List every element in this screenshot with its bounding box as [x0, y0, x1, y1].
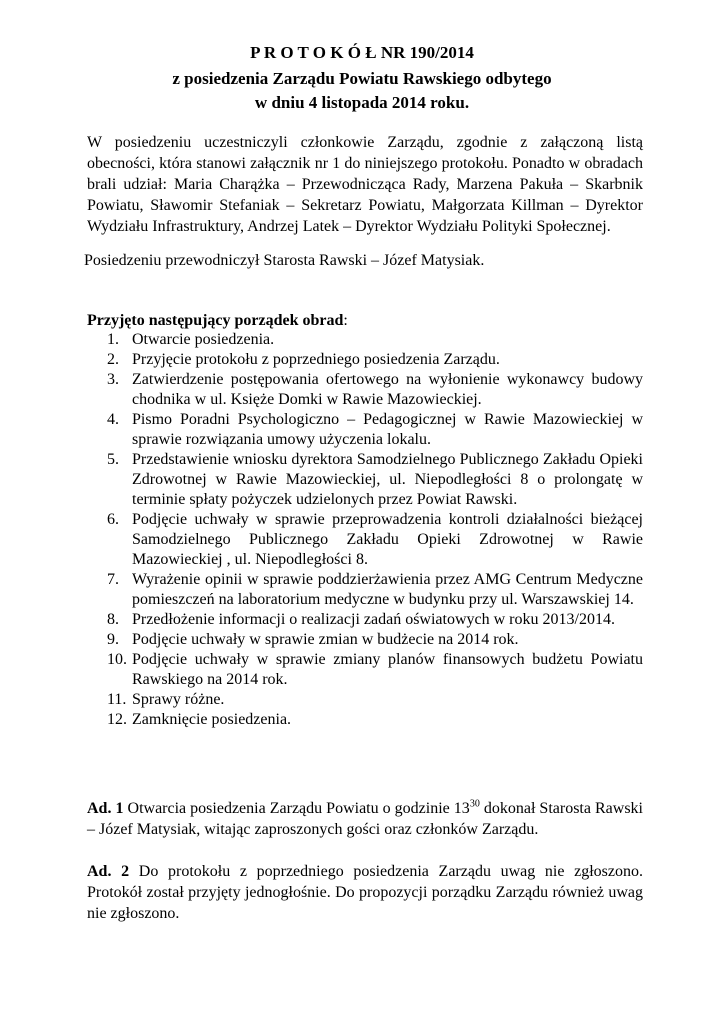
list-item	[87, 570, 643, 610]
ad-2-paragraph	[87, 861, 643, 924]
document-subtitle: z posiedzenia Zarządu Powiatu Rawskiego odbytego	[172, 69, 552, 88]
intro-paragraph: W posiedzeniu uczestniczyli członkowie Zarządu, zgodnie z załączoną listą obecności, która stanowi załącznik nr 1 do niniejszego protokołu. Ponadto w obradach brali udział: Maria Charążka – Przewodnicząca Rady, Marzena Pakuła – Skarbnik Powiatu, Sławomir Stefaniak – Sekretarz Powiatu, Małgorzata Killman – Dyrektor Wydziału Infrastruktury, Andrzej Latek – Dyrektor Wydziału Polityki Społecznej.	[87, 134, 643, 235]
list-item-text: Wyrażenie opinii w sprawie poddzierżawienia przez AMG Centrum Medyczne pomieszczeń na laboratorium medyczne w budynku przy ul. Warszawskiej 14.	[132, 571, 643, 608]
list-item-text: Pismo Poradni Psychologiczno – Pedagogicznej w Rawie Mazowieckiej w sprawie rozwiązania umowy użyczenia lokalu.	[132, 411, 643, 448]
list-item	[87, 650, 643, 690]
list-item-number: 1.	[107, 331, 119, 348]
list-item-text: Przedstawienie wniosku dyrektora Samodzielnego Publicznego Zakładu Opieki Zdrowotnej w Rawie Mazowieckiej, ul. Niepodległości 8 o prolongatę w terminie spłaty pożyczek udzielonych przez Powiat Rawski.	[132, 451, 643, 508]
document-title: P R O T O K Ó Ł NR 190/2014	[250, 43, 474, 62]
ad-1-label: Ad. 1	[87, 800, 124, 817]
list-item-text: Otwarcie posiedzenia.	[132, 331, 275, 348]
list-item-number: 11.	[107, 691, 127, 708]
list-item	[87, 630, 643, 650]
list-item-text: Sprawy różne.	[132, 691, 225, 708]
ad-1-text-after: dokonał Starosta Rawski – Józef Matysiak, witając zaproszonych gości oraz członków Zarządu.	[87, 800, 643, 838]
ad-2-text: Do protokołu z poprzedniego posiedzenia Zarządu uwag nie zgłoszono. Protokół został przyjęty jednogłośnie. Do propozycji porządku Zarządu również uwag nie zgłoszono.	[87, 863, 644, 922]
list-item-text: Podjęcie uchwały w sprawie przeprowadzenia kontroli działalności bieżącej Samodzielnego Publicznego Zakładu Opieki Zdrowotnej w Rawie Mazowieckiej , ul. Niepodległości 8.	[132, 511, 643, 568]
agenda-heading-text: Przyjęto następujący porządek obrad	[87, 312, 344, 329]
list-item-number: 6.	[107, 511, 119, 528]
list-item-number: 2.	[107, 351, 119, 368]
document-date: w dniu 4 listopada 2014 roku.	[254, 93, 470, 112]
list-item-text: Podjęcie uchwały w sprawie zmiany planów finansowych budżetu Powiatu Rawskiego na 2014 rok.	[132, 651, 643, 688]
list-item	[87, 410, 643, 450]
list-item-number: 9.	[107, 631, 119, 648]
ad-1-time-superscript: 30	[469, 798, 480, 810]
list-item	[87, 510, 643, 570]
list-item-number: 4.	[107, 411, 119, 428]
list-item-text: Przedłożenie informacji o realizacji zadań oświatowych w roku 2013/2014.	[132, 611, 615, 628]
chair-statement: Posiedzeniu przewodniczył Starosta Rawski – Józef Matysiak.	[84, 252, 485, 269]
list-item-text: Zatwierdzenie postępowania ofertowego na wyłonienie wykonawcy budowy chodnika w ul. Księże Domki w Rawie Mazowieckiej.	[132, 371, 643, 408]
list-item	[87, 610, 643, 630]
agenda-heading-colon: :	[343, 312, 348, 329]
list-item-text: Przyjęcie protokołu z poprzedniego posiedzenia Zarządu.	[132, 351, 500, 368]
list-item	[87, 330, 643, 350]
agenda-list	[87, 330, 643, 730]
list-item	[87, 710, 643, 730]
ad-1-paragraph	[87, 798, 643, 840]
list-item-text: Zamknięcie posiedzenia.	[132, 711, 292, 728]
list-item-number: 12.	[107, 711, 127, 728]
list-item	[87, 350, 643, 370]
list-item-number: 3.	[107, 371, 119, 388]
list-item-number: 10.	[107, 651, 127, 668]
agenda-heading	[87, 311, 348, 331]
list-item	[87, 450, 643, 510]
list-item-text: Podjęcie uchwały w sprawie zmian w budżecie na 2014 rok.	[132, 631, 519, 648]
list-item-number: 7.	[107, 571, 119, 588]
list-item	[87, 370, 643, 410]
list-item	[87, 690, 643, 710]
ad-2-label: Ad. 2	[87, 863, 130, 880]
list-item-number: 8.	[107, 611, 119, 628]
ad-1-text-before: Otwarcia posiedzenia Zarządu Powiatu o godzinie 13	[123, 800, 470, 817]
list-item-number: 5.	[107, 451, 119, 468]
